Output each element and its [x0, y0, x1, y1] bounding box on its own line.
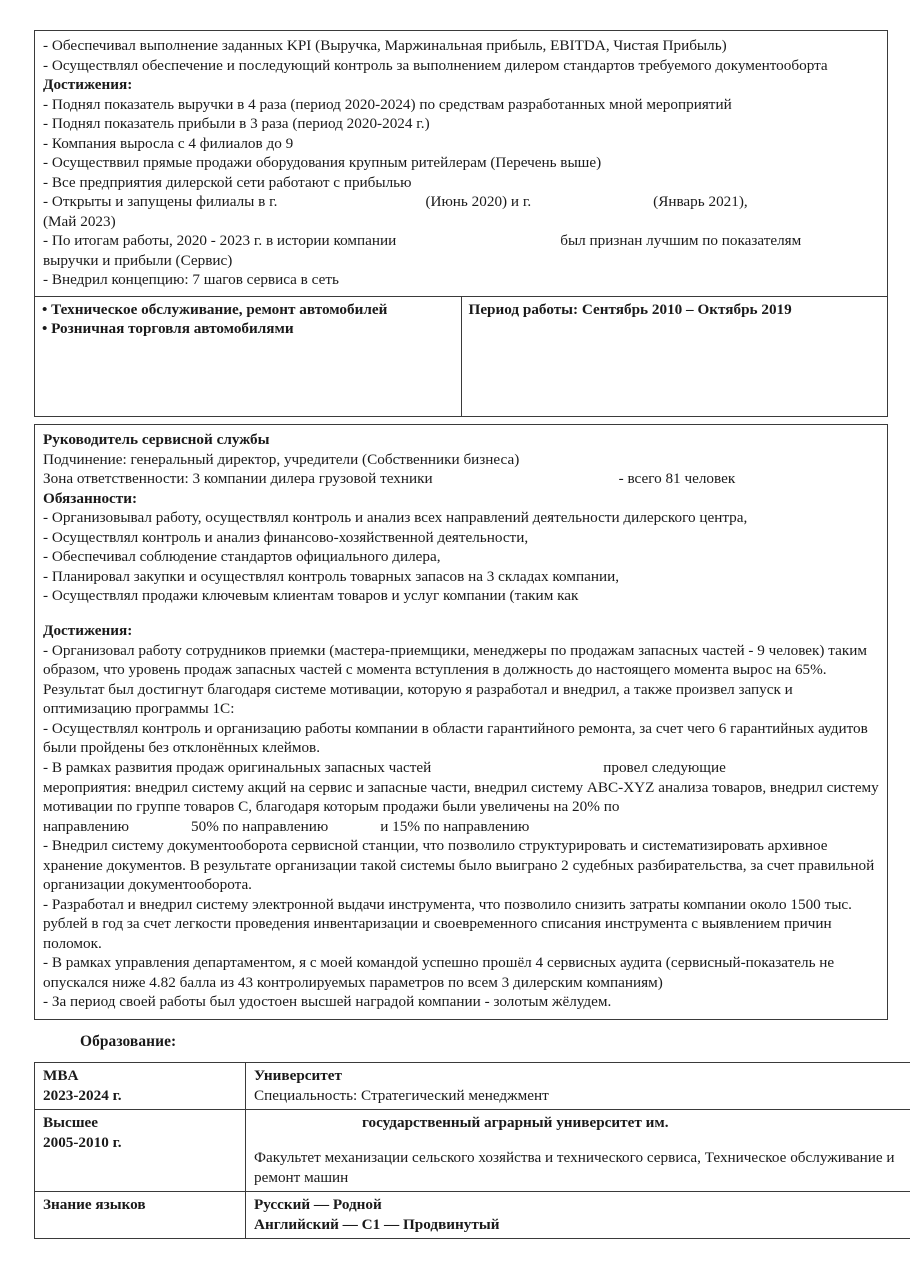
paragraph-spacer: [254, 1133, 910, 1149]
achievement-item: - В рамках управления департаментом, я с моей командой успешно прошёл 4 сервисных аудита (сервисный-показатель не опускался ниже 4.82 балла из 43 контролируемых параметров по всем 3 дилерским компаниям): [43, 954, 838, 991]
duty-item: - Организовывал работу, осуществлял контроль и анализ всех направлений деятельности дилерского центра,: [43, 509, 748, 527]
languages-label: Знание языков: [43, 1196, 146, 1214]
table-row: [35, 1063, 910, 1110]
kpi-line: - Обеспечивал выполнение заданных KPI (Выручка, Маржинальная прибыль, EBITDA, Чистая Прибыль): [43, 37, 727, 54]
duty-item: - Планировал закупки и осуществлял контроль товарных запасов на 3 складах компании,: [43, 567, 620, 585]
table-row: [35, 1110, 910, 1192]
achievement-item: - Разработал и внедрил систему электронной выдачи инструмента, что позволило снизить затраты компании около 1500 тыс. рублей в год за счет легкости проведения инвентаризации и своевременного списания инструмента с выявлением причин поломок.: [43, 895, 856, 952]
table-row: [35, 31, 888, 297]
position-achievements-heading: Достижения:: [43, 622, 133, 640]
work-period-cell: [461, 296, 888, 416]
education-degree: Высшее: [43, 1114, 99, 1132]
position-details-cell: [35, 425, 888, 1020]
branch-openings-prefix: - Открыты и запущены филиалы в г.: [43, 193, 278, 211]
achievement-best-results: [43, 231, 879, 251]
table-row: [35, 425, 888, 1020]
education-degree-cell: [35, 1063, 246, 1110]
education-institution-text: государственный аграрный университет им.: [362, 1114, 669, 1132]
education-degree: MBA: [43, 1067, 79, 1084]
branch-date-2: (Январь 2021),: [653, 193, 748, 211]
achievement-item: - За период своей работы был удостоен высшей наградой компании - золотым жёлудем.: [43, 993, 612, 1011]
education-faculty: Факультет механизации сельского хозяйства и технического сервиса, Техническое обслуживание и ремонт машин: [254, 1149, 899, 1186]
education-years: 2023-2024 г.: [43, 1086, 122, 1104]
achievement-item: - Внедрил систему документооборота сервисной станции, что позволило структурировать и систематизировать архивное хранение документов. В результате организации такой системы было выиграно 2 судебных разбирательства, за счет правильной организации документооборота.: [43, 837, 879, 894]
parts-sales-intro: [43, 758, 879, 778]
languages-value-cell: [246, 1192, 910, 1239]
parts-sales-measures: мероприятия: внедрил систему акций на сервис и запасные части, внедрил систему ABC-XYZ анализа товаров, внедрил систему мотивации по группе товаров C, благодаря которым продажи были увеличены на 20% по: [43, 778, 883, 816]
achievement-profitable-network: - Все предприятия дилерской сети работают с прибылью: [43, 173, 412, 191]
education-institution: [254, 1066, 910, 1086]
experience-top-table: [34, 30, 888, 417]
duties-heading: Обязанности:: [43, 489, 138, 507]
table-row: [35, 296, 888, 416]
activity-bullet-service: • Техническое обслуживание, ремонт автомобилей: [42, 300, 388, 318]
achievement-best-results-cont: выручки и прибыли (Сервис): [43, 251, 233, 269]
education-table: [34, 1062, 910, 1239]
paragraph-spacer: [43, 606, 879, 622]
activity-bullet-retail: • Розничная торговля автомобилями: [42, 320, 294, 338]
scope-left: Зона ответственности: 3 компании дилера грузовой техники: [43, 470, 433, 488]
duty-item: - Осуществлял продажи ключевым клиентам товаров и услуг компании (таким как: [43, 587, 579, 605]
achievement-concept: - Внедрил концепцию: 7 шагов сервиса в сеть: [43, 271, 339, 289]
branch-date-1: (Июнь 2020) и г.: [425, 193, 532, 211]
work-period-label: Период работы: Сентябрь 2010 – Октябрь 2019: [468, 300, 792, 318]
duty-item: - Осуществлял контроль и анализ финансово-хозяйственной деятельности,: [43, 528, 529, 546]
direction-label-1: направлению: [43, 817, 130, 835]
table-row: [35, 1192, 910, 1239]
branch-date-3: (Май 2023): [43, 212, 116, 230]
reporting-line: Подчинение: генеральный директор, учредители (Собственники бизнеса): [43, 450, 520, 468]
parts-sales-intro-b: провел следующие: [603, 759, 726, 776]
achievement-branch-openings: [43, 192, 879, 231]
languages-label-cell: [35, 1192, 246, 1239]
education-degree-cell: [35, 1110, 246, 1192]
education-institution-cell: [246, 1063, 910, 1110]
duty-item: - Обеспечивал соблюдение стандартов официального дилера,: [43, 548, 441, 566]
direction-value-3: и 15% по направлению: [380, 817, 530, 835]
education-years: 2005-2010 г.: [43, 1133, 122, 1151]
education-institution: [254, 1113, 910, 1133]
best-results-part2: был признан лучшим по показателям: [560, 232, 802, 250]
direction-value-2: 50% по направлению: [191, 817, 329, 835]
achievement-profit: - Поднял показатель прибыли в 3 раза (период 2020-2024 г.): [43, 115, 430, 133]
experience-body-cell: [35, 31, 888, 297]
achievement-item: - Осуществлял контроль и организацию работы компании в области гарантийного ремонта, за счет чего 6 гарантийных аудитов были пройдены без отклонённых клеймов.: [43, 719, 872, 757]
position-title: Руководитель сервисной службы: [43, 431, 270, 448]
education-institution-text: Университет: [254, 1067, 342, 1084]
language-english: Английский — С1 — Продвинутый: [254, 1215, 500, 1233]
parts-sales-directions: [43, 817, 879, 837]
education-heading: Образование:: [80, 1033, 177, 1050]
scope-right: - всего 81 человек: [618, 470, 736, 488]
position-table: [34, 424, 888, 1020]
activity-list-cell: [35, 296, 462, 416]
achievement-direct-sales: - Осуществвил прямые продажи оборудования крупным ритейлерам (Перечень выше): [43, 154, 602, 172]
achievement-item: - Организовал работу сотрудников приемки (мастера-приемщики, менеджеры по продажам запасных частей - 9 человек) таким образом, что уровень продаж запасных частей с момента вступления в должность до настоящего момента вырос на 65%. Результат был достигнут благодаря системе мотивации, которую я разработал и внедрил, а также произвел запуск и оптимизацию программы 1С:: [43, 641, 871, 718]
education-block: [0, 1062, 910, 1239]
education-specialty: Специальность: Стратегический менеджмент: [254, 1086, 549, 1104]
achievements-heading: Достижения:: [43, 76, 133, 94]
position-block: [0, 424, 888, 1020]
language-russian: Русский — Родной: [254, 1196, 382, 1214]
parts-sales-intro-a: - В рамках развития продаж оригинальных запасных частей: [43, 759, 432, 776]
achievement-branches-growth: - Компания выросла с 4 филиалов до 9: [43, 134, 294, 152]
documentflow-line: - Осуществлял обеспечение и последующий контроль за выполнением дилером стандартов требуемого документооборта: [43, 56, 828, 74]
achievement-revenue: - Поднял показатель выручки в 4 раза (период 2020-2024) по средствам разработанных мной мероприятий: [43, 95, 732, 113]
best-results-part1: - По итогам работы, 2020 - 2023 г. в истории компании: [43, 232, 397, 250]
experience-top-block: [0, 30, 888, 417]
education-institution-cell: [246, 1110, 910, 1192]
scope-line: [43, 469, 879, 489]
